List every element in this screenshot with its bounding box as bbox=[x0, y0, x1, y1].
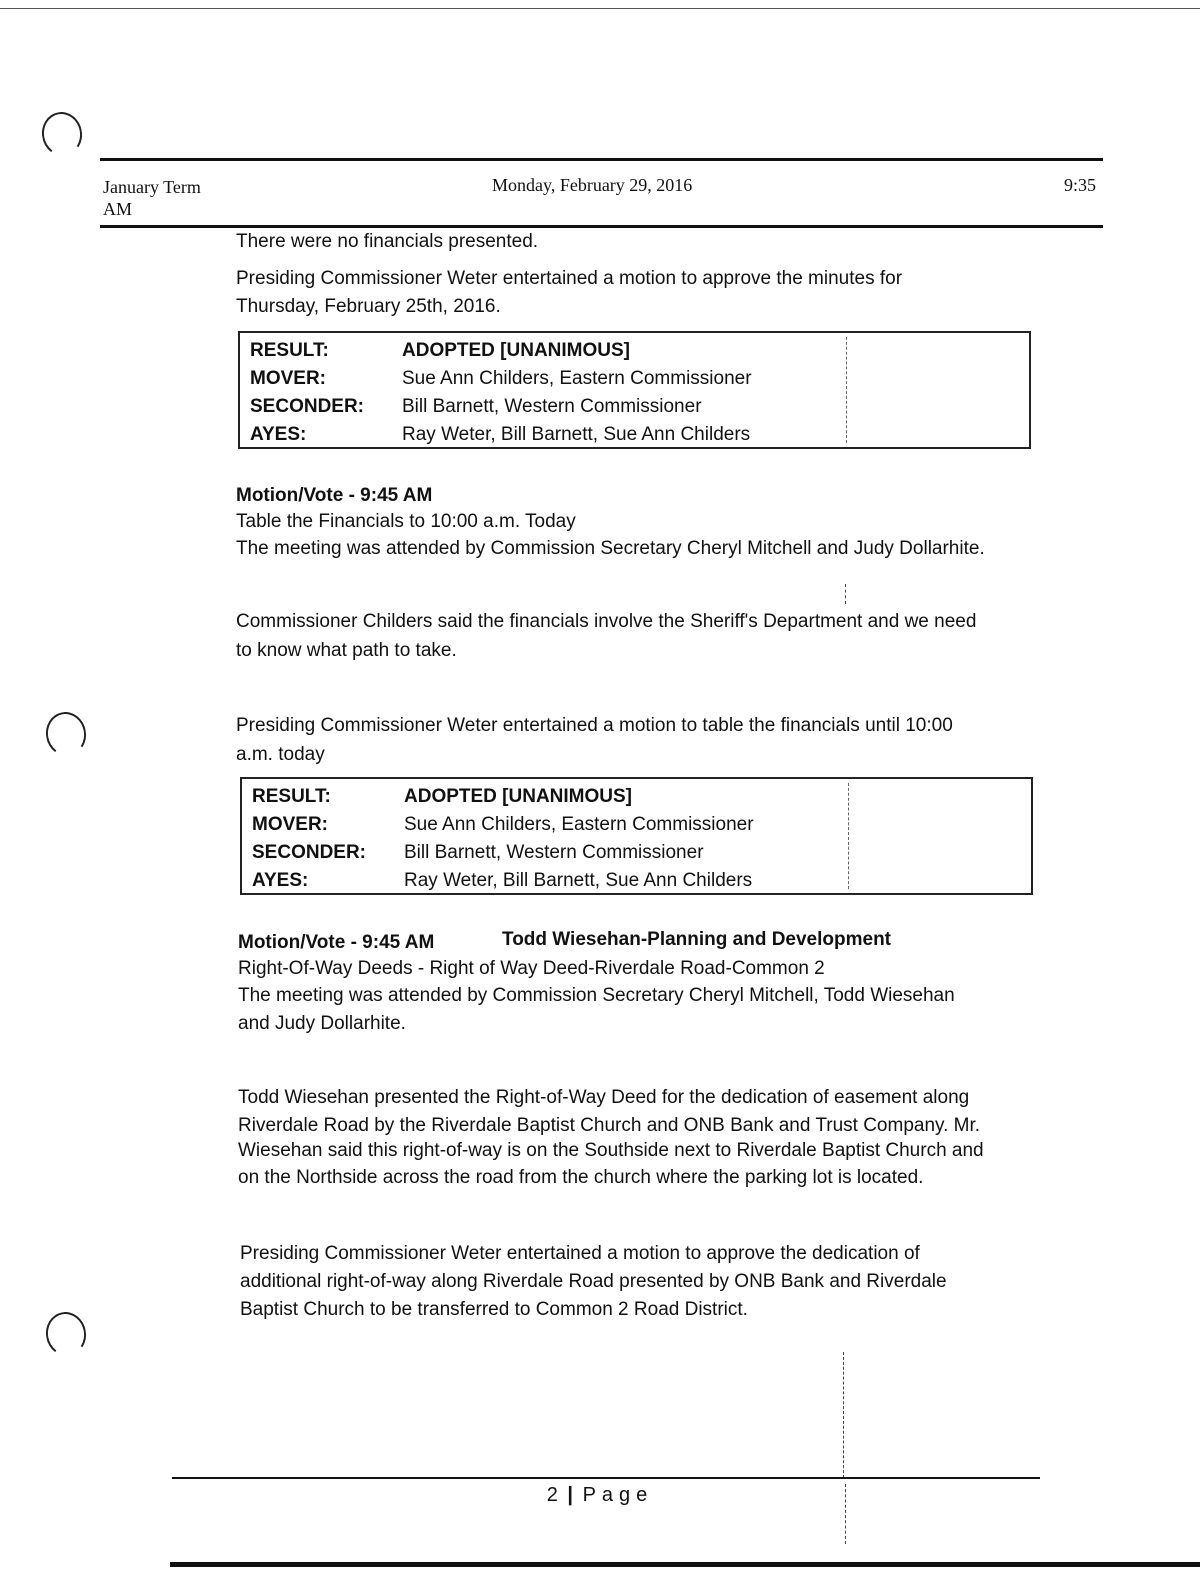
vote-row-ayes bbox=[242, 867, 1031, 895]
punch-hole-icon bbox=[42, 1309, 89, 1359]
motion-presenter: Todd Wiesehan-Planning and Development bbox=[502, 929, 892, 950]
dedication-motion-text: Presiding Commissioner Weter entertained a motion to approve the dedication of bbox=[240, 1243, 920, 1264]
page-label: Page bbox=[582, 1484, 654, 1506]
vote-row-result bbox=[240, 337, 1029, 365]
scan-mark bbox=[843, 1352, 844, 1478]
vote-seconder-value: Bill Barnett, Western Commissioner bbox=[402, 396, 702, 417]
vote-label: AYES: bbox=[250, 424, 307, 445]
vote-label: SECONDER: bbox=[250, 396, 365, 417]
vote-row-ayes bbox=[240, 421, 1029, 449]
header-date: Monday, February 29, 2016 bbox=[492, 175, 693, 195]
minutes-motion-text: Thursday, February 25th, 2016. bbox=[236, 296, 501, 317]
motion-title: Motion/Vote - 9:45 AM bbox=[236, 485, 433, 506]
minutes-motion-text: Presiding Commissioner Weter entertained a motion to approve the minutes for bbox=[236, 268, 903, 289]
vote-seconder-value: Bill Barnett, Western Commissioner bbox=[404, 842, 704, 863]
punch-hole-icon bbox=[42, 709, 89, 759]
vote-result-value: ADOPTED [UNANIMOUS] bbox=[402, 340, 630, 361]
vote-row-mover bbox=[240, 365, 1029, 393]
vote-label: SECONDER: bbox=[252, 842, 367, 863]
vote-result-value: ADOPTED [UNANIMOUS] bbox=[404, 786, 632, 807]
motion-attendance: The meeting was attended by Commission Secretary Cheryl Mitchell, Todd Wiesehan bbox=[238, 985, 955, 1006]
page-footer bbox=[0, 1484, 1200, 1507]
header-time: 9:35 bbox=[1064, 175, 1097, 195]
vote-label: RESULT: bbox=[250, 340, 329, 361]
vote-row-seconder bbox=[240, 393, 1029, 421]
vote-row-result bbox=[242, 783, 1031, 811]
page-number: 2 bbox=[546, 1484, 560, 1506]
vote-table-divider bbox=[848, 783, 849, 889]
vote-row-seconder bbox=[242, 839, 1031, 867]
vote-row-mover bbox=[242, 811, 1031, 839]
table-motion-text: a.m. today bbox=[236, 744, 325, 765]
motion-subject: Table the Financials to 10:00 a.m. Today bbox=[236, 511, 576, 532]
vote-table bbox=[240, 777, 1033, 895]
wiesehan-presentation: on the Northside across the road from the church where the parking lot is located. bbox=[238, 1167, 924, 1188]
vote-mover-value: Sue Ann Childers, Eastern Commissioner bbox=[404, 814, 754, 835]
wiesehan-presentation: Todd Wiesehan presented the Right-of-Way Deed for the dedication of easement along bbox=[238, 1087, 970, 1108]
childers-comment: to know what path to take. bbox=[236, 640, 457, 661]
scan-bottom-edge bbox=[170, 1562, 1200, 1567]
scan-top-edge bbox=[0, 8, 1200, 9]
motion-title: Motion/Vote - 9:45 AM bbox=[238, 932, 435, 953]
wiesehan-presentation: Wiesehan said this right-of-way is on the Southside next to Riverdale Baptist Church and bbox=[238, 1140, 984, 1161]
header-term: January Term bbox=[103, 177, 201, 197]
no-financials-text: There were no financials presented. bbox=[236, 231, 539, 252]
childers-comment: Commissioner Childers said the financials involve the Sheriff's Department and we need bbox=[236, 611, 977, 632]
punch-hole-icon bbox=[38, 109, 85, 159]
vote-mover-value: Sue Ann Childers, Eastern Commissioner bbox=[402, 368, 752, 389]
footer-rule bbox=[172, 1477, 1040, 1479]
page-separator: | bbox=[567, 1484, 575, 1506]
scan-mark bbox=[845, 584, 846, 604]
vote-ayes-value: Ray Weter, Bill Barnett, Sue Ann Childers bbox=[404, 870, 753, 891]
dedication-motion-text: Baptist Church to be transferred to Common 2 Road District. bbox=[240, 1299, 748, 1320]
dedication-motion-text: additional right-of-way along Riverdale Road presented by ONB Bank and Riverdale bbox=[240, 1271, 947, 1292]
vote-table-divider bbox=[846, 337, 847, 443]
vote-table bbox=[238, 331, 1031, 449]
wiesehan-presentation: Riverdale Road by the Riverdale Baptist Church and ONB Bank and Trust Company. Mr. bbox=[238, 1115, 981, 1136]
motion-attendance: and Judy Dollarhite. bbox=[238, 1013, 406, 1034]
vote-label: RESULT: bbox=[252, 786, 331, 807]
vote-ayes-value: Ray Weter, Bill Barnett, Sue Ann Childers bbox=[402, 424, 751, 445]
motion-subject: Right-Of-Way Deeds - Right of Way Deed-Riverdale Road-Common 2 bbox=[238, 958, 825, 979]
motion-attendance: The meeting was attended by Commission Secretary Cheryl Mitchell and Judy Dollarhite. bbox=[236, 538, 985, 559]
vote-label: MOVER: bbox=[252, 814, 328, 835]
header-top-rule bbox=[100, 158, 1103, 161]
vote-label: AYES: bbox=[252, 870, 309, 891]
header-time-ampm: AM bbox=[103, 199, 133, 219]
table-motion-text: Presiding Commissioner Weter entertained a motion to table the financials until 10:00 bbox=[236, 715, 953, 736]
vote-label: MOVER: bbox=[250, 368, 326, 389]
